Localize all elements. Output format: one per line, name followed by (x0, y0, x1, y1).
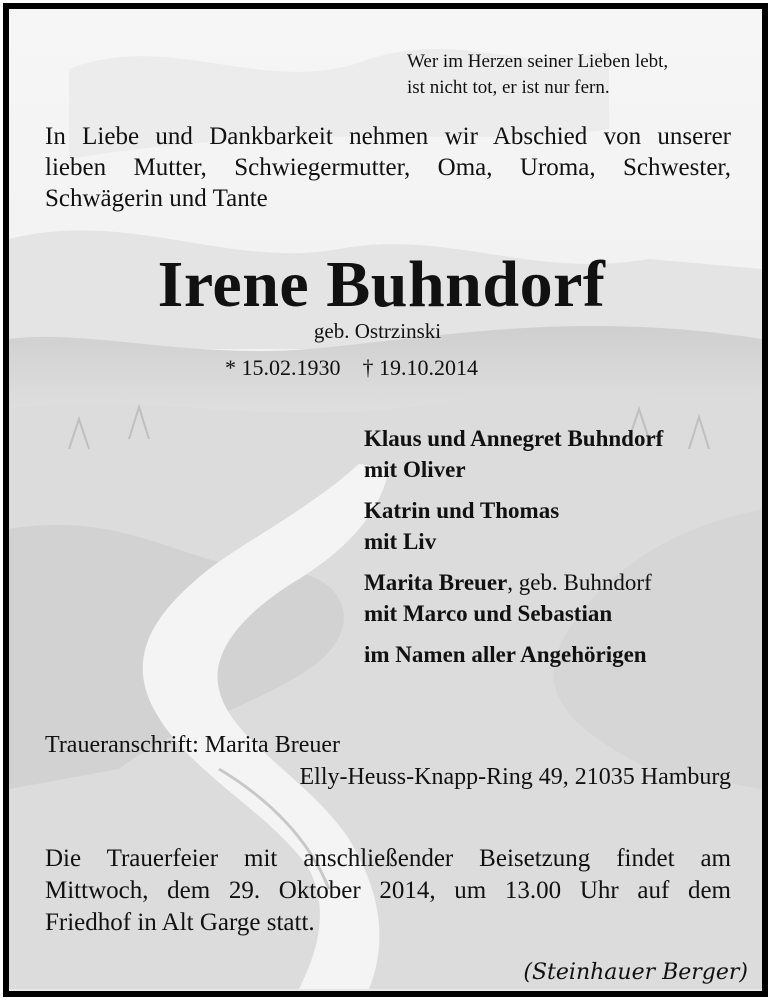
mourners-list (364, 423, 663, 680)
designer-signature: (Steinhauer Berger) (523, 960, 748, 985)
mourner-line: mit Marco und Sebastian (364, 601, 613, 626)
mourner-group (364, 495, 663, 557)
life-dates (225, 354, 478, 382)
mourner-birth-name: , geb. Buhndorf (507, 570, 652, 595)
motto-quote (407, 49, 668, 101)
service-line: Friedhof in Alt Garge statt. (45, 909, 315, 936)
obituary-frame (3, 3, 768, 997)
service-line: Mittwoch, dem 29. Oktober 2014, um 13.00 Uhr auf dem (45, 877, 731, 904)
mourner-group (364, 423, 663, 485)
deceased-name: Irene Buhndorf (157, 248, 606, 321)
mourner-group (364, 567, 663, 629)
mourner-line: Klaus und Annegret Buhndorf (364, 426, 664, 451)
intro-line: lieben Mutter, Schwiegermutter, Oma, Uroma, Schwester, (45, 154, 731, 181)
mourner-line: im Namen aller Angehörigen (364, 642, 647, 667)
mourner-group (364, 639, 663, 670)
mourner-line: mit Liv (364, 529, 437, 554)
intro-line: Schwägerin und Tante (45, 185, 268, 212)
address-line: Elly-Heuss-Knapp-Ring 49, 21035 Hamburg (299, 764, 731, 790)
motto-line: ist nicht tot, er ist nur fern. (407, 77, 610, 98)
mourner-line (364, 567, 663, 598)
deceased-birth-name: geb. Ostrzinski (313, 319, 442, 343)
intro-text (45, 121, 731, 214)
motto-line: Wer im Herzen seiner Lieben lebt, (407, 51, 669, 72)
mourner-line: mit Oliver (364, 457, 466, 482)
mourner-name: Marita Breuer (364, 570, 508, 595)
death-date: † 19.10.2014 (362, 355, 478, 380)
funeral-service-text (45, 843, 731, 939)
intro-line: In Liebe und Dankbarkeit nehmen wir Abschied von unserer (45, 123, 731, 150)
obituary-content (9, 9, 762, 991)
service-line: Die Trauerfeier mit anschließender Beisetzung findet am (45, 845, 731, 872)
mourning-address (45, 729, 731, 793)
birth-date: * 15.02.1930 (225, 355, 341, 380)
address-line: Traueranschrift: Marita Breuer (45, 732, 341, 758)
mourner-line: Katrin und Thomas (364, 498, 560, 523)
